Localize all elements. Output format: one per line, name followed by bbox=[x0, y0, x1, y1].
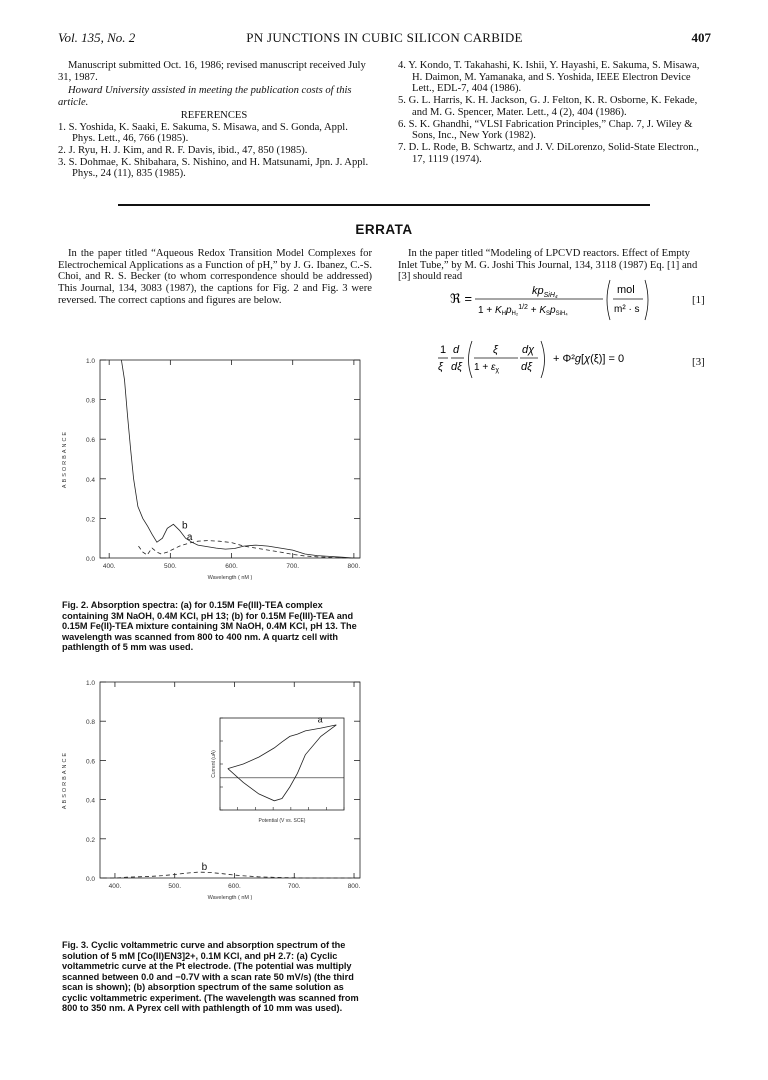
eq1-lhs: ℜ = bbox=[450, 291, 472, 306]
x-tick-label: 500. bbox=[164, 563, 177, 570]
reference-item: 1. S. Yoshida, K. Saaki, E. Sakuma, S. Misawa, and S. Gonda, Appl. Phys. Lett., 46, 766 (1985). bbox=[58, 121, 348, 145]
eq3-one: 1 bbox=[440, 344, 447, 356]
reference-item: 4. Y. Kondo, T. Takahashi, K. Ishii, Y. Hayashi, E. Sakuma, S. Misawa, H. Daimon, M. Yamanaka, and S. Yoshida, IEEE Electron Device Lett., EDL-7, 404 (1986). bbox=[398, 60, 700, 95]
y-tick-label: 0.2 bbox=[85, 836, 95, 844]
journal-volume: Vol. 135, No. 2 bbox=[58, 30, 136, 45]
reference-item: 6. S. K. Ghandhi, “VLSI Fabrication Principles,” Chap. 7, J. Wiley & Sons, Inc., New York (1982). bbox=[398, 118, 693, 142]
equation-1 bbox=[450, 268, 650, 334]
eq3-rhs: + Φ²g[χ(ξ)] = 0 bbox=[553, 353, 625, 365]
y-tick-label: 0.0 bbox=[85, 556, 95, 563]
article-title: PN JUNCTIONS IN CUBIC SILICON CARBIDE bbox=[246, 30, 523, 45]
svg-text:ξ: ξ bbox=[493, 344, 498, 356]
errata-right-paragraph: In the paper titled “Modeling of LPCVD reactors. Effect of Empty Inlet Tube,” by M. G. Joshi This Journal, 134, 3118 (1987) Eq. [1] and [3] should read bbox=[398, 248, 698, 283]
right-column bbox=[398, 60, 711, 165]
eq1-number: [1] bbox=[692, 294, 705, 306]
reference-item: 5. G. L. Harris, K. H. Jackson, G. J. Felton, K. R. Osborne, K. Fekade, and M. G. Spencer, Mater. Lett., 4 (2), 404 (1986). bbox=[398, 95, 698, 118]
y-tick-label: 0.0 bbox=[85, 876, 95, 883]
y-tick-label: 1.0 bbox=[85, 358, 95, 365]
series-a-line bbox=[121, 360, 354, 558]
series-b-label: b bbox=[201, 862, 208, 874]
references-heading: REFERENCES bbox=[180, 109, 248, 121]
running-header bbox=[58, 30, 711, 48]
y-tick-label: 0.6 bbox=[85, 437, 95, 445]
series-b-line bbox=[103, 872, 354, 878]
x-axis-label: Wavelength ( nM ) bbox=[207, 575, 253, 581]
y-tick-label: 0.4 bbox=[85, 797, 95, 805]
y-tick-label: 0.2 bbox=[85, 516, 95, 524]
errata-left-paragraph: In the paper titled “Aqueous Redox Transition Model Complexes for Electrochemical Applications as a Function of pH,” by J. G. Ibanez, C.-S. Choi, and R. S. Becker (to whom correspondence should be addressed) This Journal, 134, 3083 (1987), the captions for Fig. 2 and Fig. 3 were reversed. The correct captions and figures are below. bbox=[58, 248, 372, 306]
fig3-caption: Fig. 3. Cyclic voltammetric curve and absorption spectrum of the solution of 5 mM [Co(II)EN3]2+, 0.1M KCl, and pH 2.7: (a) Cyclic voltammetric curve at the Pt electrode. (The potential was multiply scanned between 0.0 and −0.7V with a scan rate 50 mV/s) (the third scan is shown); (b) absorption spectrum of the same solution as cyclic voltammetric experiment. (The wavelength was scanned from 800 to 350 nm. A Pyrex cell with pathlength of 10 mm was used). bbox=[62, 940, 359, 1013]
series-a-label: a bbox=[186, 532, 193, 544]
inset-y-axis-label: Current (uA) bbox=[211, 750, 217, 778]
x-tick-label: 400. bbox=[108, 883, 122, 890]
eq1-denominator: $1 + K_Hp_{H_2}^{1/2} + K_Sp_{SiH_4}$ bbox=[478, 304, 568, 317]
page-number: 407 bbox=[691, 30, 711, 45]
series-b-label: b bbox=[181, 520, 188, 532]
x-tick-label: 600. bbox=[228, 883, 241, 890]
eq1-unit-num: mol bbox=[617, 284, 635, 296]
eq1-unit-den: m² · s bbox=[614, 304, 640, 315]
eq1-right-paren bbox=[645, 280, 648, 320]
x-tick-label: 700. bbox=[286, 563, 300, 570]
acknowledgment: Howard University assisted in meeting the publication costs of this article. bbox=[58, 85, 352, 109]
x-tick-label: 500. bbox=[168, 883, 182, 890]
equation-3 bbox=[438, 338, 638, 388]
x-tick-label: 600. bbox=[225, 563, 238, 570]
fig3-voltammogram-inset bbox=[208, 712, 354, 826]
y-axis-label: ABSORBANCE bbox=[62, 750, 68, 810]
y-tick-label: 0.8 bbox=[85, 397, 95, 405]
inset-frame bbox=[220, 718, 344, 810]
y-tick-label: 1.0 bbox=[85, 680, 95, 687]
eq1-left-paren bbox=[607, 280, 610, 320]
svg-text:dξ: dξ bbox=[521, 361, 533, 373]
x-tick-label: 800. bbox=[347, 883, 361, 890]
eq1-numerator: $kp_{SiH_4}$ bbox=[532, 285, 558, 299]
y-tick-label: 0.6 bbox=[85, 758, 95, 766]
left-column bbox=[58, 60, 370, 180]
manuscript-dates: Manuscript submitted Oct. 16, 1986; revised manuscript received July 31, 1987. bbox=[58, 60, 366, 83]
fig2-absorption-chart bbox=[55, 348, 365, 596]
series-a-label: a bbox=[317, 714, 323, 725]
svg-text:1 + εχ: $1 + \varepsilon_\chi$ bbox=[474, 362, 500, 374]
svg-text:dχ: dχ bbox=[522, 344, 535, 356]
reference-item: 3. S. Dohmae, K. Shibahara, S. Nishino, and H. Matsunami, Jpn. J. Appl. Phys., 24 (11), 835 (1985). bbox=[58, 156, 369, 180]
errata-heading: ERRATA bbox=[355, 222, 413, 237]
series-b-line bbox=[139, 541, 354, 558]
x-tick-label: 700. bbox=[287, 883, 301, 890]
reference-item: 2. J. Ryu, H. J. Kim, and R. F. Davis, ibid., 47, 850 (1985). bbox=[58, 144, 308, 156]
fig2-caption: Fig. 2. Absorption spectra: (a) for 0.15M Fe(III)-TEA complex containing 3M NaOH, 0.4M KCl, pH 13; (b) for 0.15M Fe(III)-TEA and 0.15M Fe(II)-TEA mixture containing 3M NaOH, 0.4M KCl, pH 13. The wavelength was scanned from 800 to 400 nm. A quartz cell with pathlength of 5 mm was used. bbox=[62, 600, 357, 652]
x-tick-label: 400. bbox=[102, 563, 116, 570]
x-tick-label: 800. bbox=[347, 563, 361, 570]
svg-text:ξ: ξ bbox=[438, 361, 443, 373]
section-divider bbox=[118, 204, 650, 206]
reference-item: 7. D. L. Rode, B. Schwartz, and J. V. DiLorenzo, Solid-State Electron., 17, 1119 (1974). bbox=[398, 141, 699, 165]
svg-text:d: d bbox=[453, 344, 460, 356]
x-axis-label: Wavelength ( nM ) bbox=[207, 895, 253, 901]
y-tick-label: 0.8 bbox=[85, 719, 95, 727]
svg-text:dξ: dξ bbox=[451, 361, 463, 373]
plot-frame bbox=[100, 360, 360, 558]
y-axis-label: ABSORBANCE bbox=[62, 429, 68, 489]
inset-x-axis-label: Potential (V vs. SCE) bbox=[258, 818, 306, 824]
y-tick-label: 0.4 bbox=[85, 476, 95, 484]
eq3-number: [3] bbox=[692, 356, 705, 368]
